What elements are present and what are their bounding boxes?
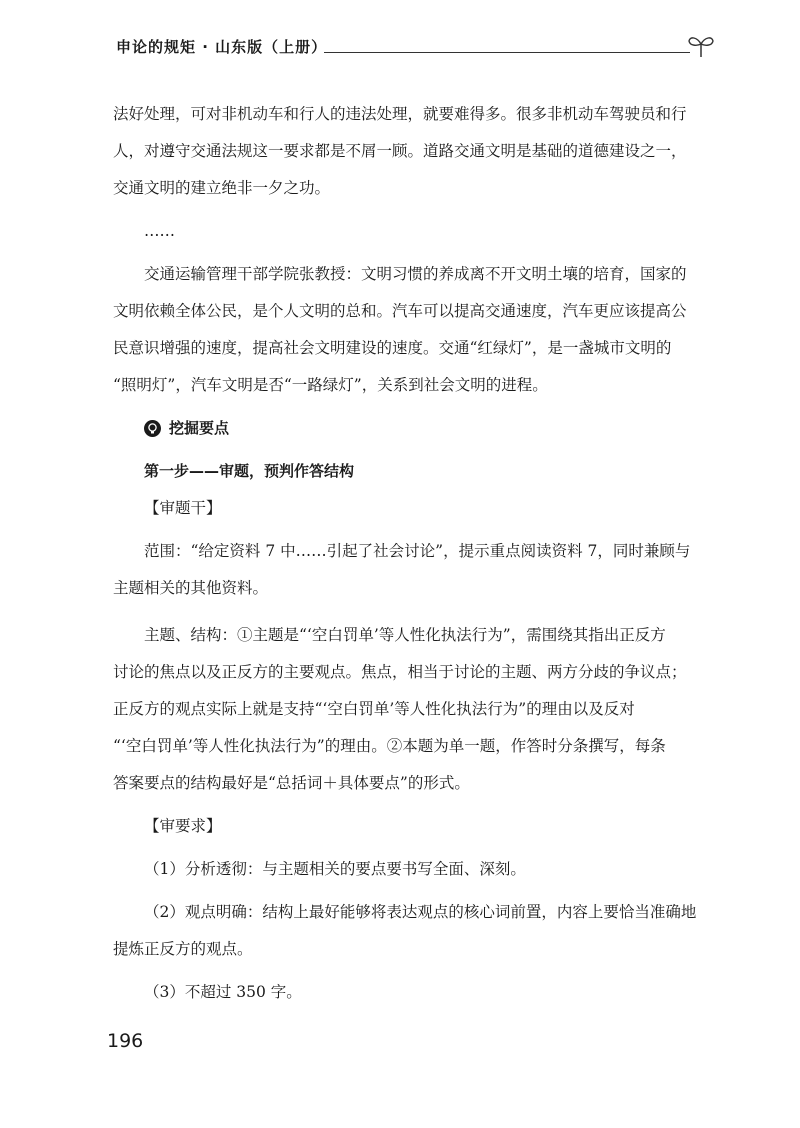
text-line: 交通文明的建立绝非一夕之功。 bbox=[113, 179, 331, 197]
ellipsis: …… bbox=[144, 222, 175, 240]
text-line: “照明灯”，汽车文明是否“一路绿灯”，关系到社会文明的进程。 bbox=[113, 376, 548, 394]
text-line: 提炼正反方的观点。 bbox=[113, 940, 253, 958]
text-line: 范围：“给定资料 7 中……引起了社会讨论”，提示重点阅读资料 7，同时兼顾与 bbox=[144, 542, 691, 560]
text-line: 主题、结构：①主题是“‘空白罚单’等人性化执法行为”，需围绕其指出正反方 bbox=[144, 626, 666, 644]
page-number: 196 bbox=[107, 1030, 144, 1052]
text-line: 讨论的焦点以及正反方的主要观点。焦点，相当于讨论的主题、两方分歧的争议点； bbox=[113, 663, 687, 681]
page-body bbox=[113, 96, 713, 1011]
text-line: 法好处理，可对非机动车和行人的违法处理，就要难得多。很多非机动车驾驶员和行 bbox=[113, 105, 687, 123]
book-title: 申论的规矩 · 山东版（上册） bbox=[116, 38, 328, 56]
text-line: 文明依赖全体公民，是个人文明的总和。汽车可以提高交通速度，汽车更应该提高公 bbox=[113, 302, 687, 320]
running-header bbox=[116, 34, 716, 64]
text-line: 民意识增强的速度，提高社会文明建设的速度。交通“红绿灯”，是一盏城市文明的 bbox=[113, 339, 672, 357]
header-rule bbox=[324, 52, 690, 53]
lightbulb-icon bbox=[144, 420, 161, 437]
text-line: 交通运输管理干部学院张教授：文明习惯的养成离不开文明土壤的培育，国家的 bbox=[144, 265, 687, 283]
paragraph-scope bbox=[113, 533, 713, 607]
section-heading bbox=[113, 410, 713, 447]
requirement-3: （3）不超过 350 字。 bbox=[144, 983, 302, 1001]
text-line: 答案要点的结构最好是“总括词＋具体要点”的形式。 bbox=[113, 774, 470, 792]
step-heading: 第一步——审题，预判作答结构 bbox=[144, 462, 355, 480]
paragraph-professor-quote bbox=[113, 256, 713, 404]
text-line: 人，对遵守交通法规这一要求都是不屑一顾。道路交通文明是基础的道德建设之一， bbox=[113, 142, 687, 160]
requirement-1: （1）分析透彻：与主题相关的要点要书写全面、深刻。 bbox=[144, 860, 526, 878]
text-line: （2）观点明确：结构上最好能够将表达观点的核心词前置，内容上要恰当准确地 bbox=[144, 903, 697, 921]
text-line: 正反方的观点实际上就是支持“‘空白罚单’等人性化执法行为”的理由以及反对 bbox=[113, 700, 635, 718]
text-line: “‘空白罚单’等人性化执法行为”的理由。②本题为单一题，作答时分条撰写，每条 bbox=[113, 737, 666, 755]
paragraph-theme-structure bbox=[113, 617, 713, 802]
paragraph-continuation bbox=[113, 96, 713, 207]
tag-requirements: 【审要求】 bbox=[144, 817, 222, 835]
sprout-icon bbox=[686, 34, 716, 58]
text-line: 主题相关的其他资料。 bbox=[113, 579, 269, 597]
tag-stem: 【审题干】 bbox=[144, 499, 222, 517]
requirement-2 bbox=[113, 894, 713, 968]
section-heading-text: 挖掘要点 bbox=[169, 419, 230, 437]
